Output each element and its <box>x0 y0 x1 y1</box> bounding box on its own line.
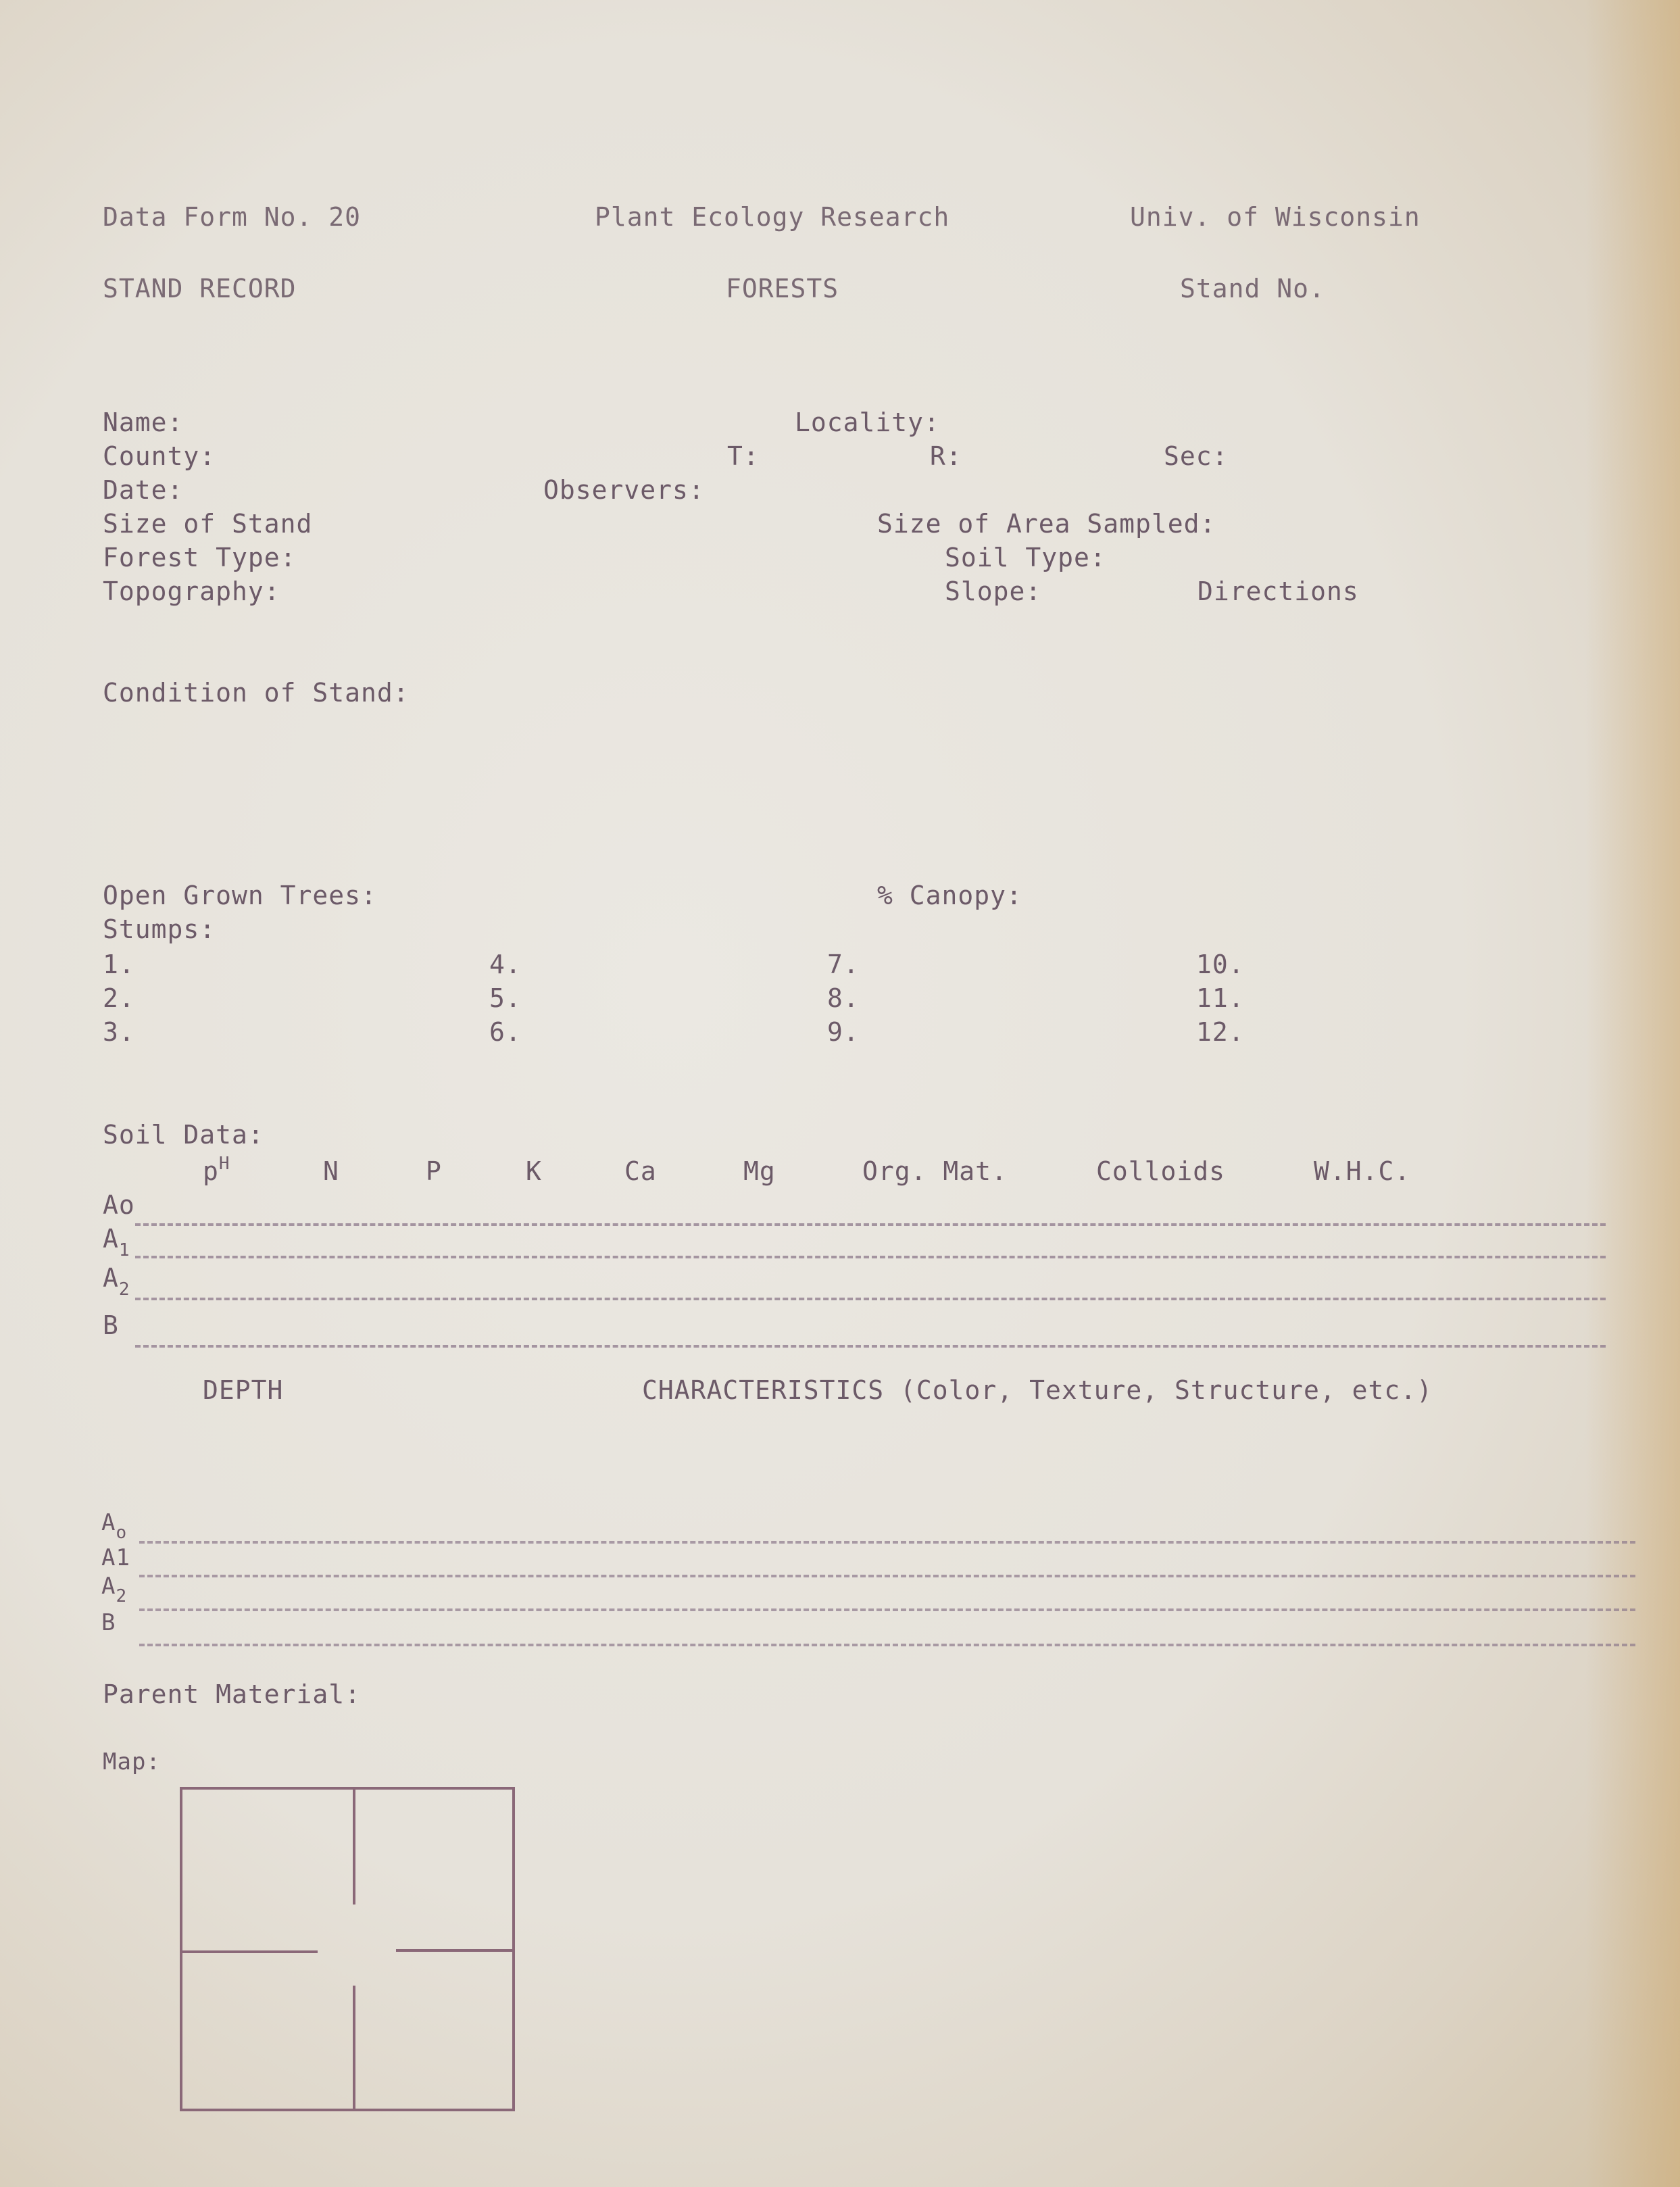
soil-col-org-mat: Org. Mat. <box>862 1156 1008 1186</box>
row-sub: 2 <box>116 1586 128 1606</box>
directions-label: Directions <box>1197 576 1359 606</box>
stump-number: 6. <box>489 1017 522 1047</box>
stump-number: 1. <box>103 950 135 979</box>
paper-edge-stain <box>1585 0 1680 2187</box>
characteristics-rule <box>139 1644 1635 1646</box>
soil-col-p: P <box>426 1156 442 1186</box>
char-row-a1 <box>101 1546 130 1569</box>
stump-number: 3. <box>103 1017 135 1047</box>
stump-number: 4. <box>489 950 522 979</box>
size-of-stand-label: Size of Stand <box>103 509 313 539</box>
locality-label: Locality: <box>795 408 940 437</box>
canopy-label: % Canopy: <box>877 881 1022 910</box>
map-label: Map: <box>103 1748 161 1775</box>
soil-row-rule <box>135 1256 1606 1258</box>
soil-row-a1 <box>103 1224 130 1260</box>
row-main: A <box>101 1573 116 1600</box>
row-main: B <box>103 1310 119 1340</box>
range-label: R: <box>930 441 962 471</box>
soil-col-k: K <box>526 1156 542 1186</box>
soil-type-label: Soil Type: <box>945 543 1106 572</box>
ph-superscript: H <box>218 1154 230 1174</box>
record-type: STAND RECORD <box>103 274 297 303</box>
stand-number-label: Stand No. <box>1180 274 1325 303</box>
soil-col-n: N <box>323 1156 339 1186</box>
ph-base: p <box>203 1156 219 1186</box>
soil-data-title: Soil Data: <box>103 1120 264 1150</box>
stump-number: 10. <box>1196 950 1245 979</box>
topography-label: Topography: <box>103 576 280 606</box>
stump-number: 12. <box>1196 1017 1245 1047</box>
soil-row-a2 <box>103 1263 130 1300</box>
soil-row-b <box>103 1312 119 1338</box>
char-row-b <box>101 1611 116 1634</box>
university: Univ. of Wisconsin <box>1130 202 1420 232</box>
stump-number: 5. <box>489 983 522 1013</box>
row-sub: 1 <box>118 1240 130 1260</box>
soil-row-rule <box>135 1223 1606 1226</box>
map-divider-top <box>353 1790 355 1905</box>
observers-label: Observers: <box>543 475 705 505</box>
stump-number: 7. <box>827 950 860 979</box>
size-of-area-sampled-label: Size of Area Sampled: <box>877 509 1216 539</box>
map-divider-left <box>182 1950 318 1953</box>
form-number: Data Form No. 20 <box>103 202 362 232</box>
row-main: A <box>101 1509 116 1536</box>
depth-label: DEPTH <box>203 1375 284 1405</box>
characteristics-rule <box>139 1541 1635 1544</box>
county-label: County: <box>103 441 216 471</box>
char-row-a2 <box>101 1573 128 1606</box>
characteristics-rule <box>139 1575 1635 1577</box>
soil-col-ph <box>203 1154 230 1186</box>
row-sub: 2 <box>118 1279 130 1300</box>
row-main: A <box>103 1224 119 1254</box>
soil-col-ca: Ca <box>624 1156 657 1186</box>
stumps-label: Stumps: <box>103 914 216 944</box>
condition-of-stand-label: Condition of Stand: <box>103 678 410 708</box>
map-grid <box>180 1787 515 2111</box>
row-sub: o <box>116 1523 128 1543</box>
township-label: T: <box>727 441 760 471</box>
name-label: Name: <box>103 408 184 437</box>
stump-number: 8. <box>827 983 860 1013</box>
row-main: B <box>101 1609 116 1636</box>
category: FORESTS <box>726 274 839 303</box>
characteristics-label: CHARACTERISTICS (Color, Texture, Structure, etc.) <box>642 1375 1433 1405</box>
stump-number: 9. <box>827 1017 860 1047</box>
row-main: Ao <box>103 1190 135 1220</box>
characteristics-rule <box>139 1608 1635 1611</box>
row-main: A <box>103 1263 119 1293</box>
map-divider-bottom <box>353 1986 355 2111</box>
char-row-ao <box>101 1509 128 1543</box>
soil-col-whc: W.H.C. <box>1314 1156 1411 1186</box>
soil-row-rule <box>135 1345 1606 1348</box>
parent-material-label: Parent Material: <box>103 1679 362 1709</box>
soil-row-ao <box>103 1192 135 1218</box>
stump-number: 11. <box>1196 983 1245 1013</box>
soil-row-rule <box>135 1298 1606 1300</box>
open-grown-trees-label: Open Grown Trees: <box>103 881 377 910</box>
row-main: A1 <box>101 1544 130 1571</box>
section-label: Sec: <box>1164 441 1229 471</box>
map-divider-right <box>396 1949 515 1952</box>
soil-col-mg: Mg <box>743 1156 776 1186</box>
forest-type-label: Forest Type: <box>103 543 297 572</box>
slope-label: Slope: <box>945 576 1042 606</box>
research-title: Plant Ecology Research <box>595 202 950 232</box>
date-label: Date: <box>103 475 184 505</box>
stump-number: 2. <box>103 983 135 1013</box>
soil-col-colloids: Colloids <box>1096 1156 1226 1186</box>
